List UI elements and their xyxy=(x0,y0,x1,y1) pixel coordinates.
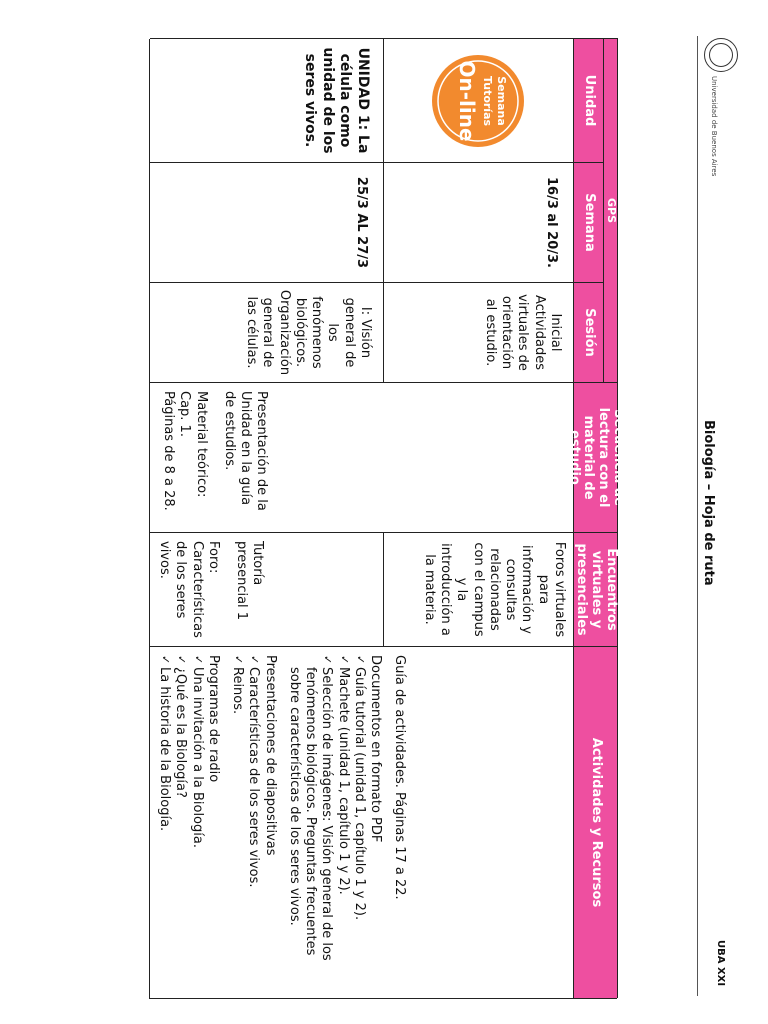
roadmap-table xyxy=(150,38,627,998)
uba-logo: UBA XXI xyxy=(715,940,726,987)
encuentros-item: Foro: Características de los seres vivos. xyxy=(157,541,221,638)
university-seal xyxy=(704,38,738,72)
institution-caption: Universidad de Buenos Aires xyxy=(710,76,718,177)
pres-item: ✓ Reinos. xyxy=(229,655,245,888)
encuentros-cell-row2 xyxy=(149,533,383,647)
docs-title: Documentos en formato PDF xyxy=(368,655,384,843)
secuencia-item: Presentación de la Unidad en la guía de estudios. xyxy=(222,391,270,511)
logo-line2: Tutorías xyxy=(481,75,495,126)
pres-list xyxy=(229,655,262,888)
radio-item: ✓ La historia de la Biología. xyxy=(156,655,172,848)
logo-line1: Semana xyxy=(495,75,509,126)
pres-item: ✓ Características de los seres vivos. xyxy=(245,655,261,888)
docs-item: ✓ Selección de imágenes: Visión general de los fenómenos biológicos. Preguntas frecuentes sobre características de los seres vivos. xyxy=(286,655,335,990)
radio-block xyxy=(156,655,221,848)
secuencia-item: Páginas de 8 a 28. xyxy=(161,391,177,511)
encuentros-item: Tutoría presencial 1 xyxy=(234,541,266,621)
col-actividades-header: Actividades y Recursos xyxy=(573,647,617,999)
logo-line3: On-line xyxy=(455,59,480,142)
encuentros-cell-row1: Foros virtuales para información y consultas relacionadas con el campus y la introducción a la materia. xyxy=(383,533,573,647)
row1-semana: 16/3 al 20/3. xyxy=(383,163,573,283)
header-rule xyxy=(697,36,698,996)
docs-item: ✓ Machete (unidad 1, capítulo 1 y 2). xyxy=(335,655,351,990)
col-semana-header: Semana xyxy=(573,163,603,283)
docs-block xyxy=(286,655,384,990)
page-title: Biología – Hoja de ruta xyxy=(701,420,716,586)
pres-title: Presentaciones de diapositivas xyxy=(262,655,278,856)
col-encuentros-header: Encuentros virtuales y presenciales xyxy=(573,533,617,647)
secuencia-cell xyxy=(149,383,573,533)
radio-title: Programas de radio xyxy=(206,655,221,783)
row2-semana: 25/3 AL 27/3 xyxy=(149,163,383,283)
col-gps-header: GPS xyxy=(603,39,617,383)
row1-unidad-logo xyxy=(383,39,573,163)
pres-block xyxy=(229,655,278,888)
secuencia-item: Material teórico: Cap. 1. xyxy=(177,391,209,498)
radio-list xyxy=(156,655,205,848)
col-unidad-header: Unidad xyxy=(573,39,603,163)
row2-sesion: I: Visión general de los fenómenos biológicos. Organización general de las células. xyxy=(149,283,383,383)
docs-item: ✓ Guía tutorial (unidad 1, capítulo 1 y 2). xyxy=(351,655,367,990)
radio-item: ✓ ¿Qué es la Biología? xyxy=(172,655,188,848)
row1-sesion: Inicial Actividades virtuales de orientación al estudio. xyxy=(383,283,573,383)
guia-actividades: Guía de actividades. Páginas 17 a 22. xyxy=(392,655,408,900)
tutorias-online-logo xyxy=(429,51,529,151)
col-secuencia-header: Secuencia de lectura con el material de estudio xyxy=(573,383,617,533)
row2-unidad: UNIDAD 1: La célula como unidad de los seres vivos. xyxy=(149,39,383,163)
col-sesion-header: Sesión xyxy=(573,283,603,383)
seal-icon xyxy=(704,38,738,72)
actividades-cell xyxy=(149,647,573,999)
docs-list xyxy=(286,655,367,990)
radio-item: ✓ Una invitación a la Biología. xyxy=(189,655,205,848)
